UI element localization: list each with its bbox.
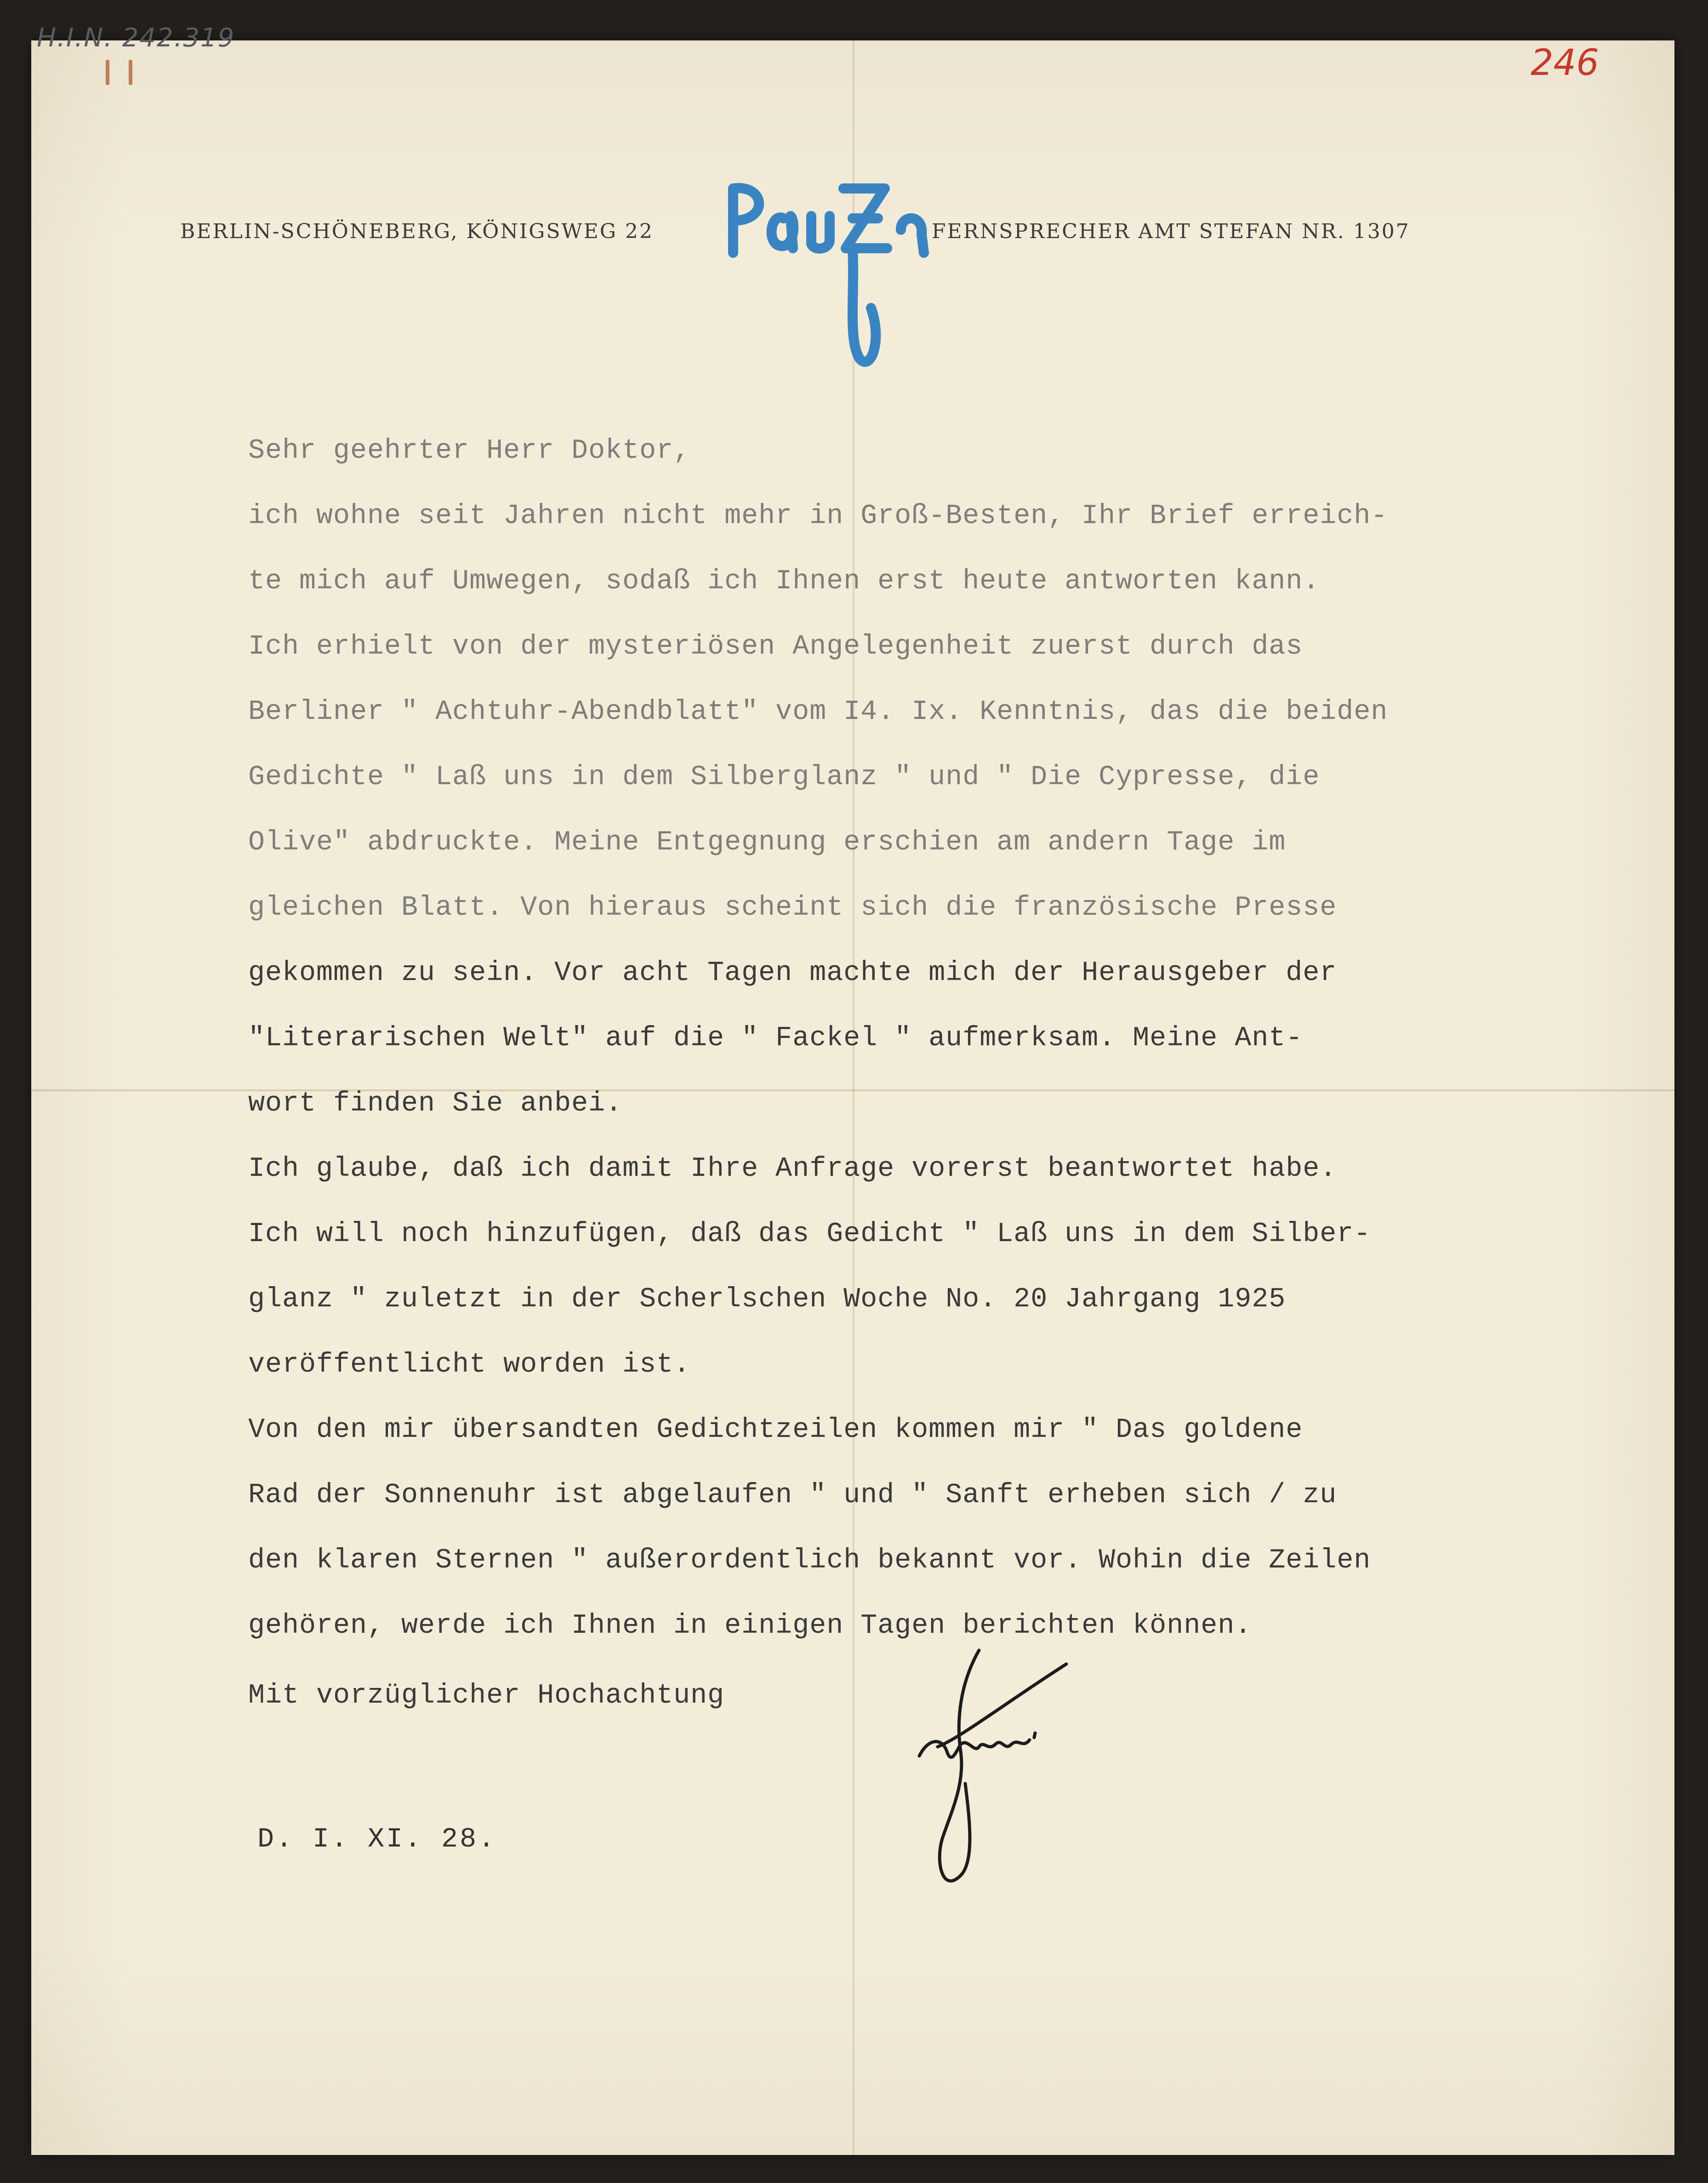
body-line: wort finden Sie anbei. xyxy=(248,1088,623,1119)
body-line: gekommen zu sein. Vor acht Tagen machte mich der Herausgeber der xyxy=(248,958,1337,989)
page-number: 246 xyxy=(1531,42,1599,84)
body-line: Ich will noch hinzufügen, daß das Gedicht " Laß uns in dem Silber- xyxy=(248,1219,1371,1250)
letter-body xyxy=(248,418,1618,1728)
body-line: gehören, werde ich Ihnen in einigen Tagen berichten können. xyxy=(248,1610,1252,1642)
letterhead-phone: FERNSPRECHER AMT STEFAN NR. 1307 xyxy=(932,220,1410,243)
body-line: "Literarischen Welt" auf die " Fackel " aufmerksam. Meine Ant- xyxy=(248,1023,1303,1054)
letterhead-address: BERLIN-SCHÖNEBERG, KÖNIGSWEG 22 xyxy=(180,220,654,243)
body-line: ich wohne seit Jahren nicht mehr in Groß-Besten, Ihr Brief erreich- xyxy=(248,501,1388,532)
salutation: Sehr geehrter Herr Doktor, xyxy=(248,435,691,467)
body-line: Von den mir übersandten Gedichtzeilen kommen mir " Das goldene xyxy=(248,1414,1303,1446)
body-line: Ich erhielt von der mysteriösen Angelegenheit zuerst durch das xyxy=(248,631,1303,662)
body-line: Rad der Sonnenuhr ist abgelaufen " und " Sanft erheben sich / zu xyxy=(248,1480,1337,1511)
handwritten-signature xyxy=(910,1646,1103,1903)
body-line: Berliner " Achtuhr-Abendblatt" vom I4. Ix. Kenntnis, das die beiden xyxy=(248,696,1388,728)
closing: Mit vorzüglicher Hochachtung xyxy=(248,1680,725,1711)
body-line: Gedichte " Laß uns in dem Silberglanz " und " Die Cypresse, die xyxy=(248,762,1320,793)
archive-number: H.I.N. 242.319 xyxy=(37,23,235,53)
body-line: Ich glaube, daß ich damit Ihre Anfrage vorerst beantwortet habe. xyxy=(248,1153,1337,1185)
body-line: veröffentlicht worden ist. xyxy=(248,1349,691,1380)
body-line: Olive" abdruckte. Meine Entgegnung erschien am andern Tage im xyxy=(248,827,1286,858)
body-line: glanz " zuletzt in der Scherlschen Woche No. 20 Jahrgang 1925 xyxy=(248,1284,1286,1315)
body-line: den klaren Sternen " außerordentlich bekannt vor. Wohin die Zeilen xyxy=(248,1545,1371,1576)
body-line: te mich auf Umwegen, sodaß ich Ihnen erst heute antworten kann. xyxy=(248,566,1320,597)
letter-date: D. I. XI. 28. xyxy=(257,1824,497,1855)
archive-tick-marks xyxy=(106,60,152,87)
pauzech-logo xyxy=(715,156,931,377)
body-line: gleichen Blatt. Von hieraus scheint sich die französische Presse xyxy=(248,892,1337,923)
